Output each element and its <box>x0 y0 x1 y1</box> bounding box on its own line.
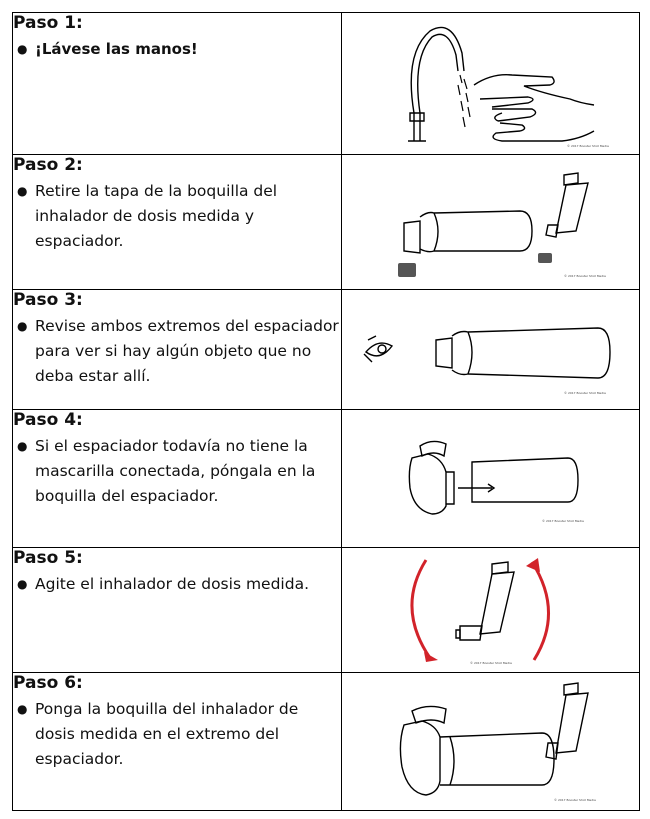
step-instruction: ¡Lávese las manos! <box>35 40 198 58</box>
step-title: Paso 3: <box>13 290 83 310</box>
svg-text:© 2017 Booster Shot Media: © 2017 Booster Shot Media <box>564 274 606 278</box>
step-image-cell <box>342 548 640 673</box>
step-bullet <box>13 179 341 254</box>
step-image-cell <box>342 13 640 155</box>
step-text-cell <box>13 155 342 290</box>
bullet-icon: ● <box>17 439 28 453</box>
step-text-cell <box>13 410 342 548</box>
bullet-icon: ● <box>17 319 28 333</box>
step-image-cell <box>342 155 640 290</box>
step-title: Paso 4: <box>13 410 83 430</box>
inhaler-into-spacer-illustration <box>342 673 639 810</box>
step-row-2 <box>13 155 640 290</box>
instructions-table <box>12 12 640 811</box>
shake-inhaler-illustration <box>342 548 639 672</box>
hand-washing-illustration <box>342 13 639 154</box>
step-bullet <box>13 697 341 772</box>
inhaler-spacer-caps-illustration <box>342 155 639 289</box>
svg-text:© 2017 Booster Shot Media: © 2017 Booster Shot Media <box>564 391 606 395</box>
mask-attach-spacer-illustration <box>342 410 639 547</box>
shake-arrow-right-icon <box>532 562 549 660</box>
step-title: Paso 5: <box>13 548 83 568</box>
shake-arrow-left-icon <box>412 560 430 658</box>
step-row-5 <box>13 548 640 673</box>
step-text-cell <box>13 13 342 155</box>
eye-icon <box>366 343 392 356</box>
step-row-3 <box>13 290 640 410</box>
step-bullet <box>13 572 341 597</box>
step-instruction: Ponga la boquilla del inhalador de dosis medida en el extremo del espaciador. <box>35 700 299 768</box>
svg-text:© 2017 Booster Shot Media: © 2017 Booster Shot Media <box>567 144 609 148</box>
bullet-icon: ● <box>17 42 28 56</box>
step-image-cell <box>342 410 640 548</box>
step-instruction: Agite el inhalador de dosis medida. <box>35 575 309 593</box>
eye-inspect-spacer-illustration <box>342 290 639 409</box>
bullet-icon: ● <box>17 184 28 198</box>
step-bullet <box>13 314 341 389</box>
step-instruction: Retire la tapa de la boquilla del inhalador de dosis medida y espaciador. <box>35 182 278 250</box>
bullet-icon: ● <box>17 577 28 591</box>
mouthpiece-cap-icon <box>398 263 416 277</box>
step-image-cell <box>342 673 640 811</box>
step-row-1 <box>13 13 640 155</box>
step-text-cell <box>13 290 342 410</box>
step-row-4 <box>13 410 640 548</box>
step-title: Paso 6: <box>13 673 83 693</box>
step-title: Paso 2: <box>13 155 83 175</box>
step-image-cell <box>342 290 640 410</box>
bullet-icon: ● <box>17 702 28 716</box>
step-row-6 <box>13 673 640 811</box>
step-text-cell <box>13 548 342 673</box>
svg-text:© 2017 Booster Shot Media: © 2017 Booster Shot Media <box>542 519 584 523</box>
svg-text:© 2017 Booster Shot Media: © 2017 Booster Shot Media <box>470 661 512 665</box>
step-text-cell <box>13 673 342 811</box>
svg-text:© 2017 Booster Shot Media: © 2017 Booster Shot Media <box>554 798 596 802</box>
step-bullet <box>13 434 341 509</box>
step-instruction: Revise ambos extremos del espaciador para ver si hay algún objeto que no deba estar allí. <box>35 317 339 385</box>
step-bullet <box>13 37 341 62</box>
step-title: Paso 1: <box>13 13 83 33</box>
step-instruction: Si el espaciador todavía no tiene la mascarilla conectada, póngala en la boquilla del espaciador. <box>35 437 316 505</box>
mouthpiece-cap-icon <box>538 253 552 263</box>
